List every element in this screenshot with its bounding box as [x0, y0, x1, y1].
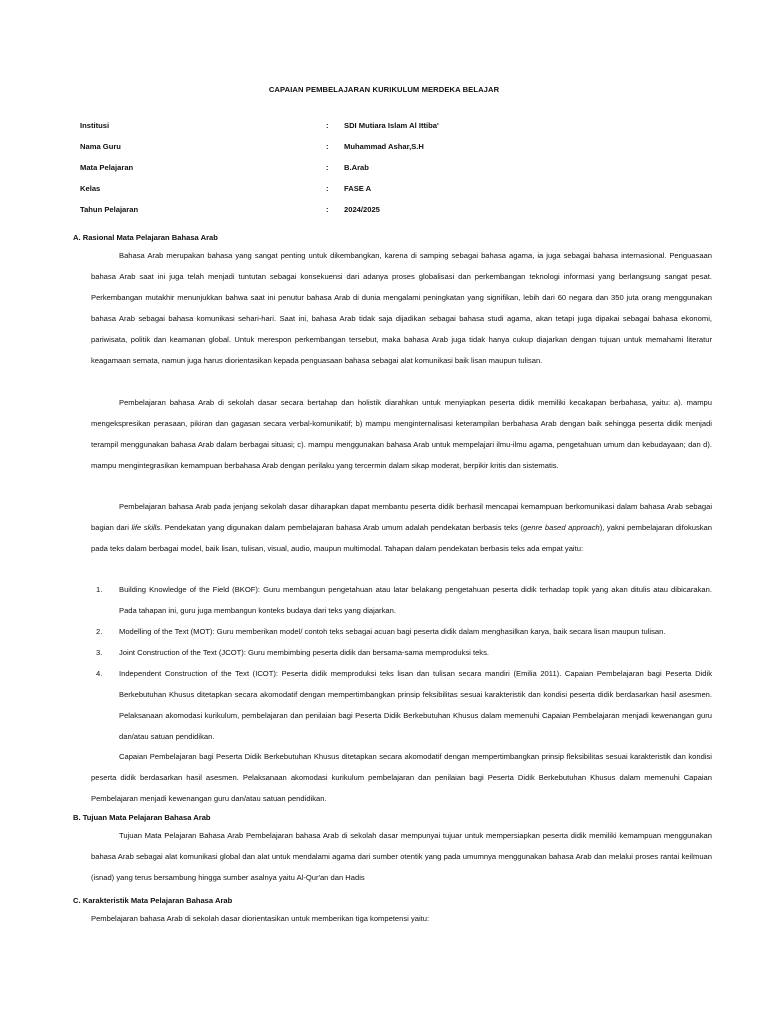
info-label: Institusi — [80, 121, 110, 130]
section-a-paragraph-1 — [91, 245, 712, 371]
info-value: FASE A — [344, 184, 372, 193]
info-value: B.Arab — [344, 163, 369, 172]
info-separator: : — [326, 184, 329, 193]
section-a-paragraph-2 — [91, 392, 712, 476]
paragraph-text: Pembelajaran bahasa Arab di sekolah dasar secara bertahap dan holistik diarahkan untuk menyiapkan peserta didik memiliki kecakapan berbahasa, yaitu: a). mampu mengekspresikan perasaan, pikiran dan gagasan secara verbal-komunikatif; b) mampu menginternalisasi keterampilan berbahasa Arab dengan baik sehingga peserta didik menjadi terampil menggunakan bahasa Arab dalam berbagai situasi; c). mampu menggunakan bahasa Arab untuk mempelajari ilmu-ilmu agama, pengetahuan umum dan kebudayaan; dan d). mampu mengintegrasikan kemampuan berbahasa Arab dengan perilaku yang tercermin dalam sikap moderat, berpikir kritis dan sistematis. — [91, 398, 712, 470]
section-a-paragraph-3 — [91, 496, 712, 559]
paragraph-emphasis: genre based approach — [522, 523, 600, 532]
paragraph-text: . Pendekatan yang digunakan dalam pembelajaran bahasa Arab umum adalah pendekatan berbasis teks ( — [160, 523, 523, 532]
section-b-paragraph-1 — [91, 825, 712, 888]
section-a-heading: A. Rasional Mata Pelajaran Bahasa Arab — [73, 233, 218, 242]
section-c-paragraph-1 — [91, 908, 712, 929]
paragraph-text: Capaian Pembelajaran bagi Peserta Didik Berkebutuhan Khusus ditetapkan secara akomodatif dengan mempertimbangkan prinsip fleksibilitas sesuai karakteristik dan kondisi peserta didik berdasarkan hasil asesmen. Pelaksanaan akomodasi kurikulum pembelajaran dan penilaian bagi Peserta Didik Berkebutuhan Khusus dalam memenuhi Capaian Pembelajaran menjadi kewenangan guru dan/atau satuan pendidikan. — [91, 752, 712, 803]
info-label: Mata Pelajaran — [80, 163, 134, 172]
paragraph-text: Bahasa Arab merupakan bahasa yang sangat penting untuk dikembangkan, karena di samping sebagai bahasa agama, ia juga sebagai bahasa internasional. Penguasaan bahasa Arab saat ini juga telah menjadi tuntutan sebagai konsekuensi dari adanya proses globalisasi dan perkembangan teknologi informasi yang berlangsung sangat pesat. Perkembangan mutakhir menunjukkan bahwa saat ini penutur bahasa Arab di dunia mengalami peningkatan yang signifikan, lebih dari 60 negara dan 350 juta orang menggunakan bahasa Arab sebagai bahasa komunikasi sehari-hari. Saat ini, bahasa Arab tidak saja dijadikan sebagai bahasa studi agama, akan tetapi juga dipakai sebagai bahasa ekonomi, pariwisata, politik dan keamanan global. Untuk merespon perkembangan tersebut, maka bahasa Arab juga tidak hanya cukup diajarkan dengan tujuan untuk memahami literatur keagamaan semata, namun juga harus diorientasikan kepada penguasaan bahasa sebagai alat komunikasi baik lisan maupun tulisan. — [91, 251, 712, 365]
info-separator: : — [326, 163, 329, 172]
list-text: Modelling of the Text (MOT): Guru memberikan model/ contoh teks sebagai acuan bagi peserta didik dalam menghasilkan karya, baik secara lisan maupun tulisan. — [119, 627, 666, 636]
info-label: Nama Guru — [80, 142, 121, 151]
info-separator: : — [326, 121, 329, 130]
section-a-paragraph-4 — [91, 746, 712, 809]
list-number: 3. — [96, 648, 103, 657]
info-value: 2024/2025 — [344, 205, 380, 214]
section-b-heading: B. Tujuan Mata Pelajaran Bahasa Arab — [73, 813, 211, 822]
paragraph-emphasis: life skills — [131, 523, 161, 532]
paragraph-text: Pembelajaran bahasa Arab di sekolah dasar diorientasikan untuk memberikan tiga kompetensi yaitu: — [91, 914, 430, 923]
info-label: Kelas — [80, 184, 101, 193]
list-number: 4. — [96, 669, 103, 678]
list-number: 1. — [96, 585, 103, 594]
list-text: Building Knowledge of the Field (BKOF): Guru membangun pengetahuan atau latar belakang pengetahuan peserta didik terhadap topik yang akan ditulis atau dibicarakan. Pada tahapan ini, guru juga membangun konteks budaya dari teks yang diajarkan. — [119, 585, 712, 615]
document-title: CAPAIAN PEMBELAJARAN KURIKULUM MERDEKA BELAJAR — [268, 85, 500, 94]
paragraph-text: Pembelajaran bahasa Arab pada jenjang sekolah dasar diharapkan dapat membantu peserta didik berhasil mencapai kemampuan berkomunikasi dalam bahasa Arab sebagai bagian dari — [91, 502, 712, 532]
info-value: Muhammad Ashar,S.H — [344, 142, 424, 151]
list-text: Joint Construction of the Text (JCOT): Guru membimbing peserta didik dan bersama-sama memproduksi teks. — [119, 648, 489, 657]
info-separator: : — [326, 205, 329, 214]
list-text: Independent Construction of the Text (ICOT): Peserta didik memproduksi teks lisan dan tulisan secara mandiri (Emilia 2011). Capaian Pembelajaran bagi Peserta Didik Berkebutuhan Khusus ditetapkan secara akomodatif dengan mempertimbangkan prinsip feksibilitas sesuai karakteristik dan kondisi peserta didik berdasarkan hasil asesmen. Pelaksanaan akomodasi kurikulum, pembelajaran dan penilaian bagi Peserta Didik Berkebutuhan Khusus dalam memenuhi Capaian Pembelajaran menjadi kewenangan guru dan/atau satuan pendidikan. — [119, 669, 712, 741]
paragraph-text: ), yakni pembelajaran difokuskan pada teks dalam berbagai model, baik lisan, tulisan, visual, audio, maupun multimodal. Tahapan dalam pendekatan berbasis teks ada empat yaitu: — [91, 523, 713, 553]
info-separator: : — [326, 142, 329, 151]
list-number: 2. — [96, 627, 103, 636]
info-label: Tahun Pelajaran — [80, 205, 139, 214]
paragraph-text: Tujuan Mata Pelajaran Bahasa Arab Pembelajaran bahasa Arab di sekolah dasar mempunyai tujuar untuk mempersiapkan peserta didik memiliki kemampuan menggunakan bahasa Arab sebagai alat komunikasi global dan alat untuk mendalami agama dari sumber otentik yang pada umumnya menggunakan bahasa Arab dan melalui proses rantai keilmuan (isnad) yang terus bersambung hingga sumber asalnya yaitu Al-Qur'an dan Hadis — [91, 831, 712, 882]
section-c-heading: C. Karakteristik Mata Pelajaran Bahasa Arab — [73, 896, 233, 905]
info-value: SDI Mutiara Islam Al Ittiba' — [344, 121, 439, 130]
